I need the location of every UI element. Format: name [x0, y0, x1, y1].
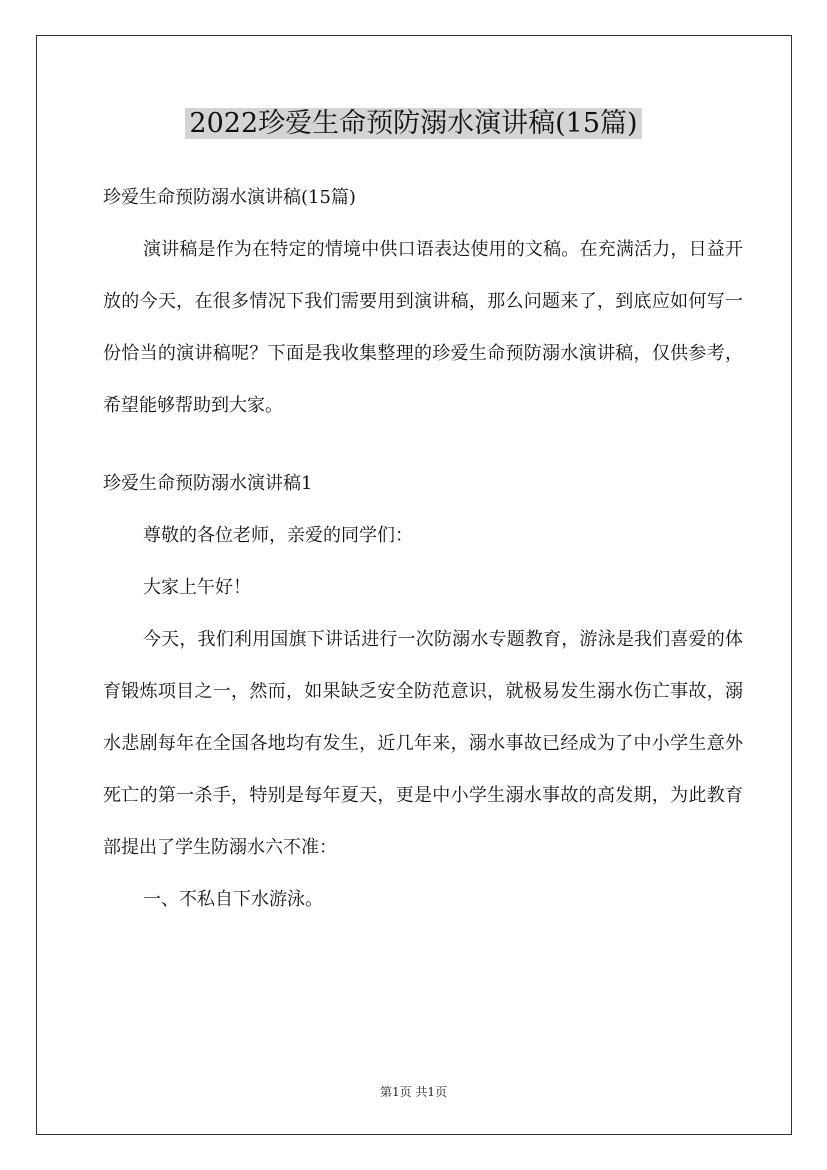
section-heading: 珍爱生命预防溺水演讲稿1: [103, 473, 313, 494]
intro-paragraph: 演讲稿是作为在特定的情境中供口语表达使用的文稿。在充满活力，日益开放的今天，在很多情况下我们需要用到演讲稿，那么问题来了，到底应如何写一份恰当的演讲稿呢？下面是我收集整理的珍爱生命预防溺水演讲稿，仅供参考，希望能够帮助到大家。: [103, 239, 743, 416]
rule-item-1: 一、不私自下水游泳。: [143, 889, 323, 910]
greeting-paragraph: 尊敬的各位老师，亲爱的同学们：: [143, 525, 413, 546]
page-footer: 第1页 共1页: [379, 1085, 448, 1099]
document-title: [0, 104, 827, 144]
salutation-paragraph: 大家上午好！: [143, 577, 251, 598]
document-title-text: 2022珍爱生命预防溺水演讲稿(15篇): [185, 108, 641, 139]
document-subtitle: 珍爱生命预防溺水演讲稿(15篇): [103, 187, 356, 208]
body-paragraph: 今天，我们利用国旗下讲话进行一次防溺水专题教育，游泳是我们喜爱的体育锻炼项目之一，然而，如果缺乏安全防范意识，就极易发生溺水伤亡事故，溺水悲剧每年在全国各地均有发生，近几年来，溺水事故已经成为了中小学生意外死亡的第一杀手，特别是每年夏天，更是中小学生溺水事故的高发期，为此教育部提出了学生防溺水六不准：: [103, 629, 743, 858]
document-body: [103, 172, 743, 926]
